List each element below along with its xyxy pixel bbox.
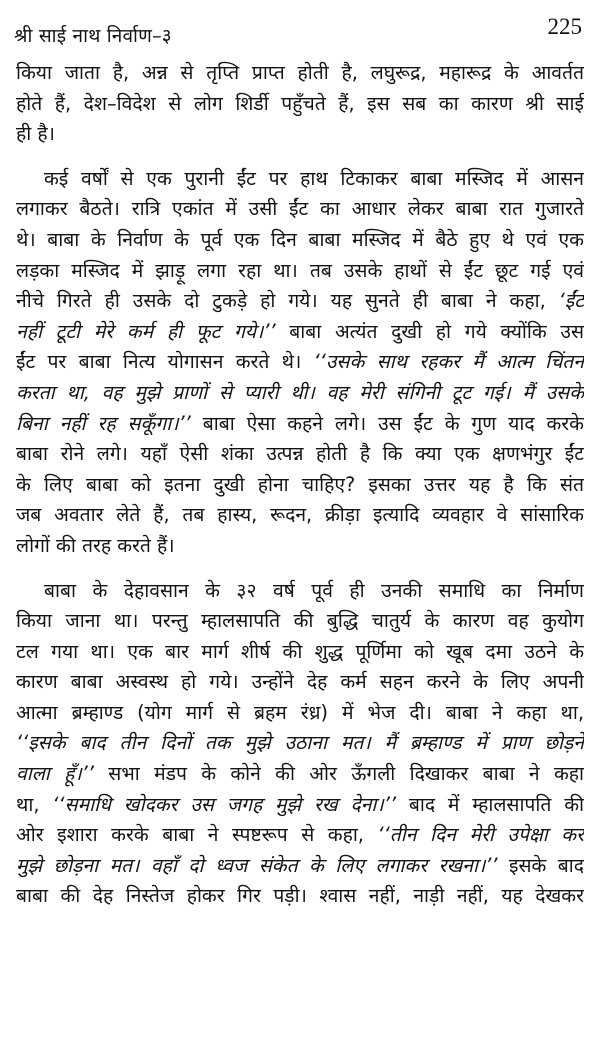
page-number: 225 xyxy=(547,14,582,39)
text-line xyxy=(16,728,584,759)
text-segment: लगाकर बैठते। रात्रि एकांत में उसी ईंट का आधार लेकर बाबा रात गुजारते xyxy=(16,197,584,221)
text-line xyxy=(16,286,584,317)
text-segment: जब अवतार लेते हैं, तब हास्य, रूदन, क्रीड़ा इत्यादि व्यवहार वे सांसारिक xyxy=(16,503,584,527)
text-segment: सभा मंडप के कोने की ओर ऊँगली दिखाकर बाबा ने कहा xyxy=(93,762,584,786)
text-segment: किया जाता है, अन्न से तृप्ति प्राप्त होती है, लघुरूद्र, महारूद्र के आवर्तत xyxy=(16,61,584,84)
text-segment: बाबा ऐसा कहने लगे। उस ईंट के गुण याद करके xyxy=(190,411,584,435)
text-line xyxy=(16,820,584,851)
text-line xyxy=(16,470,584,501)
text-line xyxy=(16,576,584,607)
text-segment: इसके बाद xyxy=(497,853,584,877)
text-segment: कई वर्षों से एक पुरानी ईंट पर हाथ टिकाकर बाबा मस्जिद में आसन xyxy=(44,166,584,190)
text-segment: कारण बाबा अस्वस्थ हो गये। उन्होंने देह कर्म सहन करने के लिए अपनी xyxy=(16,670,584,694)
text-segment: ईंट पर बाबा नित्य योगासन करते थे। xyxy=(16,350,314,374)
text-segment: बाबा अत्यंत दुखी हो गये क्योंकि उस xyxy=(275,319,584,343)
quoted-text: नहीं टूटी मेरे कर्म ही फूट गये।’’ xyxy=(16,319,276,343)
text-segment: था, xyxy=(16,792,53,816)
text-line xyxy=(16,439,584,470)
paragraph xyxy=(16,58,584,150)
text-segment: लोगों की तरह करते हैं। xyxy=(16,533,175,557)
text-line xyxy=(16,58,584,89)
text-segment: बाबा रोने लगे। यहाँ ऐसी शंका उत्पन्न होती है कि क्या एक क्षणभंगुर ईंट xyxy=(16,442,584,466)
text-segment: ओर इशारा करके बाबा ने स्पष्टरूप से कहा, xyxy=(16,823,378,847)
text-line xyxy=(16,637,584,668)
page-header xyxy=(14,14,582,48)
quoted-text: ‘‘समाधि खोदकर उस जगह मुझे रख देना।’’ xyxy=(52,792,396,816)
text-segment: किया जाना था। परन्तु म्हालसापति की बुद्धि चातुर्य के कारण वह कुयोग xyxy=(16,609,584,633)
paragraph xyxy=(16,164,584,562)
text-line xyxy=(16,409,584,440)
text-segment: बाद में म्हालसापति की xyxy=(395,792,584,816)
text-segment: बाबा के देहावसान के ३२ वर्ष पूर्व ही उनकी समाधि का निर्माण xyxy=(44,578,584,602)
text-line xyxy=(16,500,584,531)
text-segment: आत्मा ब्रम्हाण्ड (योग मार्ग से ब्रहम रंध्र) में भेज दी। बाबा ने कहा था, xyxy=(16,700,584,724)
body-text xyxy=(16,58,584,926)
quoted-text: ‘‘इसके बाद तीन दिनों तक मुझे उठाना मत। मैं ब्रम्हाण्ड में प्राण छोड़ने xyxy=(16,731,584,755)
text-line xyxy=(16,317,584,348)
text-line xyxy=(16,119,584,150)
text-segment: नीचे गिरते ही उसके दो टुकड़े हो गये। यह सुनते ही बाबा ने कहा, xyxy=(16,289,559,313)
text-line xyxy=(16,347,584,378)
text-line xyxy=(16,225,584,256)
text-segment: ही है। xyxy=(16,122,55,146)
quoted-text: बिना नहीं रह सकूँगा।’’ xyxy=(16,411,191,435)
quoted-text: मुझे छोड़ना मत। वहाँ दो ध्वज संकेत के लिए लगाकर रखना।’’ xyxy=(16,853,498,877)
text-line xyxy=(16,378,584,409)
text-segment: टल गया था। एक बार मार्ग शीर्ष की शुद्ध पूर्णिमा को खूब दमा उठने के xyxy=(16,639,584,663)
text-line xyxy=(16,256,584,287)
text-segment: थे। बाबा के निर्वाण के पूर्व एक दिन बाबा मस्जिद में बैठे हुए थे एवं एक xyxy=(16,227,584,251)
quoted-text: वाला हूँ।’’ xyxy=(16,762,94,786)
quoted-text: ‘‘तीन दिन मेरी उपेक्षा कर xyxy=(377,823,584,847)
text-line xyxy=(16,194,584,225)
text-line xyxy=(16,759,584,790)
text-line xyxy=(16,698,584,729)
text-line xyxy=(16,790,584,821)
text-line xyxy=(16,851,584,882)
running-title: श्री साई नाथ निर्वाण–३ xyxy=(14,25,172,47)
text-line xyxy=(16,667,584,698)
quoted-text: ‘ईंट xyxy=(558,289,584,313)
text-line xyxy=(16,881,584,912)
text-line xyxy=(16,531,584,562)
text-line xyxy=(16,606,584,637)
text-line xyxy=(16,89,584,120)
quoted-text: ‘‘उसके साथ रहकर मैं आत्म चिंतन xyxy=(313,350,584,374)
text-segment: होते हैं, देश–विदेश से लोग शिर्डी पहुँचते हैं, इस सब का कारण श्री साई xyxy=(16,91,584,115)
text-line xyxy=(16,164,584,195)
quoted-text: करता था, वह मुझे प्राणों से प्यारी थी। वह मेरी संगिनी टूट गई। मैं उसके xyxy=(16,380,584,404)
text-segment: लड़का मस्जिद में झाड़ू लगा रहा था। तब उसके हाथों से ईंट छूट गई एवं xyxy=(16,258,584,282)
text-segment: के लिए बाबा को इतना दुखी होना चाहिए? इसका उत्तर यह है कि संत xyxy=(16,472,584,496)
paragraph xyxy=(16,576,584,913)
text-segment: बाबा की देह निस्तेज होकर गिर पड़ी। श्वास नहीं, नाड़ी नहीं, यह देखकर xyxy=(16,884,584,908)
